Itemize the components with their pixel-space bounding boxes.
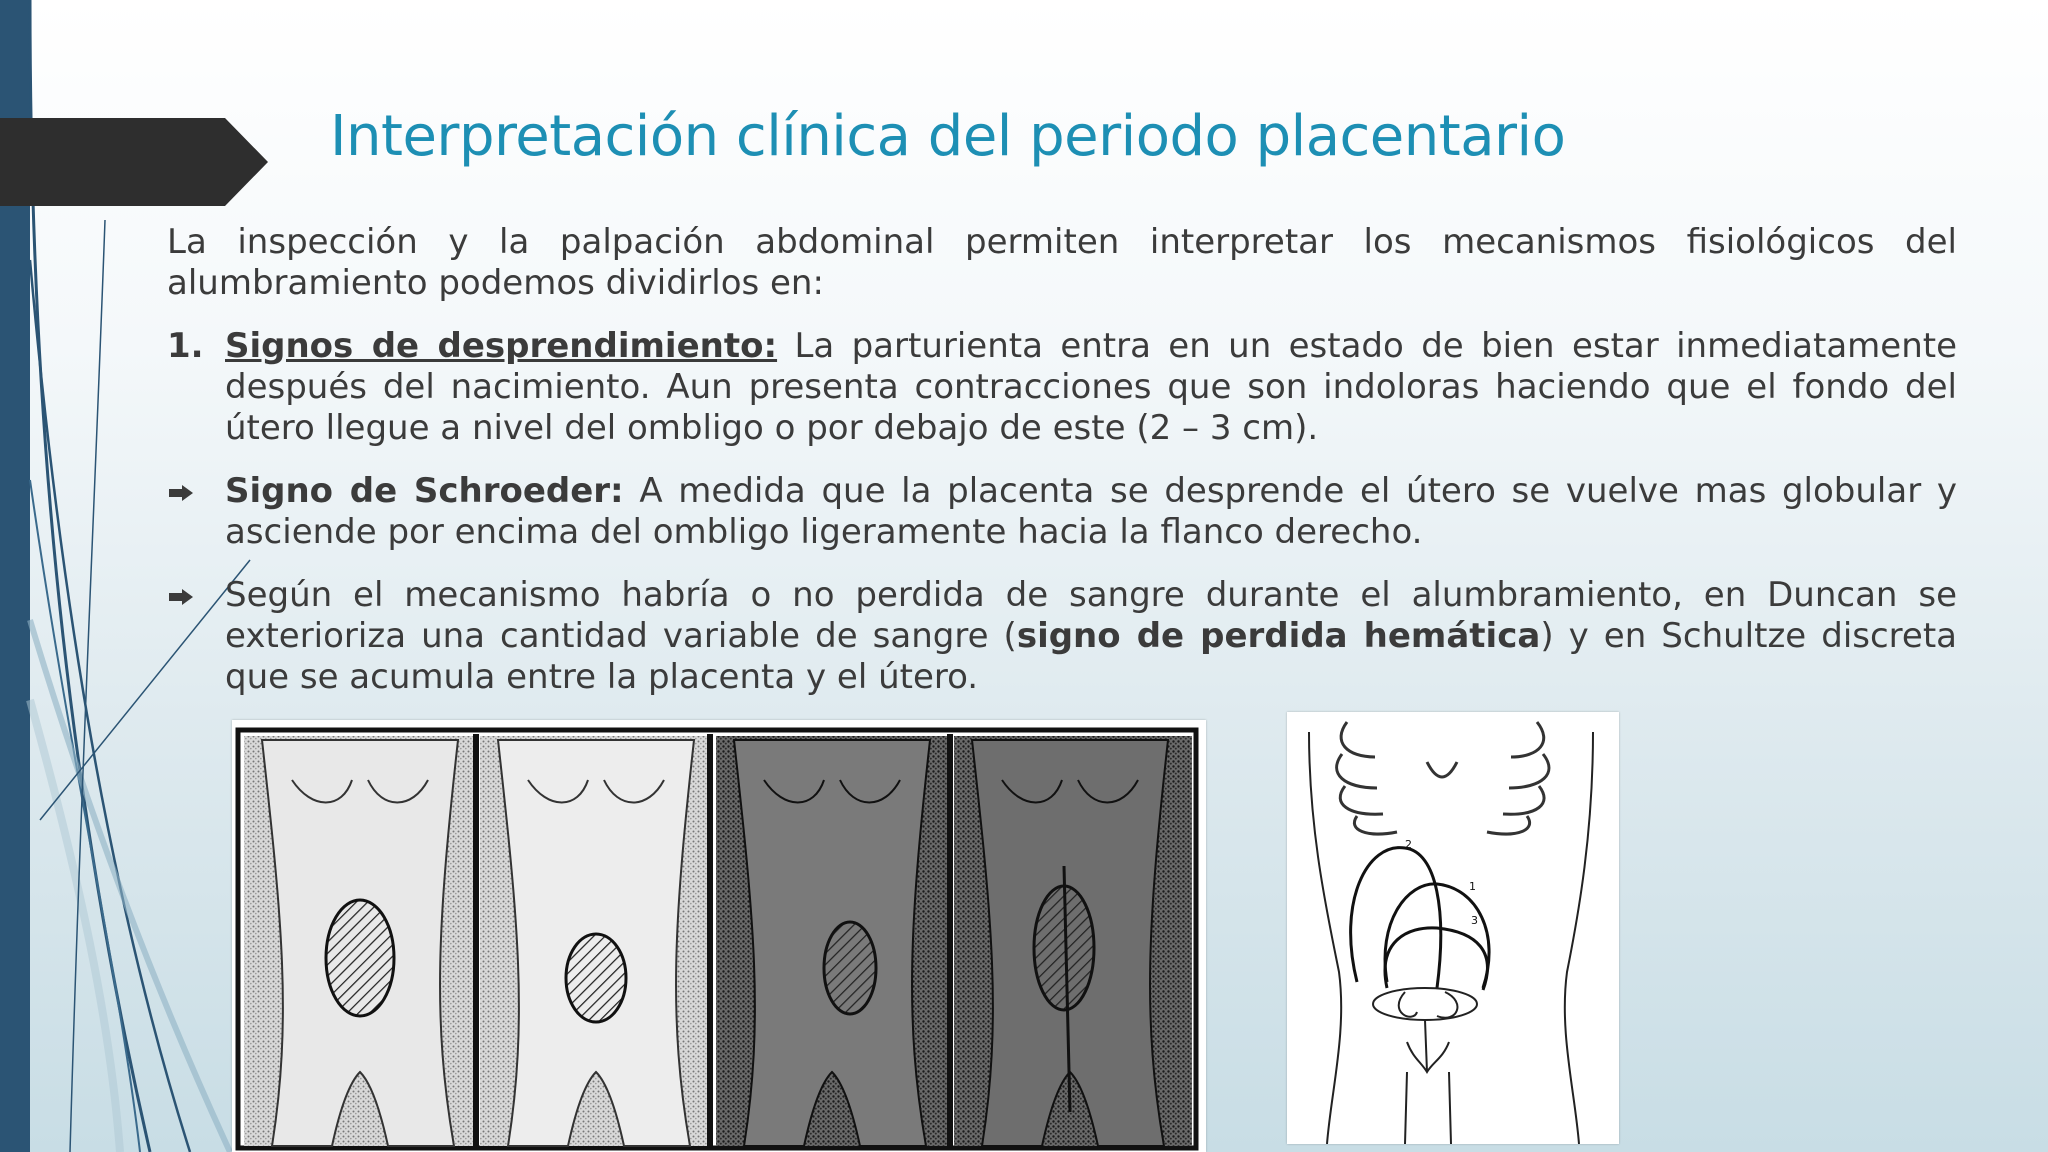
figure-uterus-sequence [232,720,1206,1152]
rib-cage-left [1337,722,1397,834]
bullet-bold-hematica: signo de perdida hemática [1016,616,1541,656]
intro-paragraph: La inspección y la palpación abdominal permiten interpretar los mecanismos fisiológicos del alumbramiento podemos dividirlos en: [167,222,1957,303]
rib-cage-right [1487,722,1549,834]
torso-panel-4 [954,736,1192,1146]
bullet-text-schroeder: A medida que la placenta se desprende el útero se vuelve mas globular y asciende por encima del ombligo ligeramente hacia la flanco derecho. [225,471,1957,552]
arrow-bullet-icon [169,589,193,605]
bullet-item-perdida [167,575,1957,698]
torso-panel-1 [244,734,476,1148]
item-text-signos: La parturienta entra en un estado de bien estar inmediatamente después del nacimiento. Aun presenta contracciones que son indoloras haciendo que el fondo del útero llegue a nivel del ombligo o por debajo de este (2 – 3 cm). [225,326,1958,448]
item-number: 1. [167,326,204,366]
illustration-four-torsos [232,720,1206,1152]
position-label-2: 2 [1405,838,1412,851]
bullet-text-after: ) y en Schultze discreta que se acumula entre la placenta y el útero. [225,616,1957,697]
arrow-bullet-icon [169,485,193,501]
title-tab-arrow [0,118,270,206]
item-heading-signos: Signos de desprendimiento: [225,326,778,366]
illustration-uterus-outline [1287,712,1619,1144]
torso-panel-2 [480,734,710,1148]
bullet-heading-schroeder: Signo de Schroeder: [225,471,624,511]
slide-body [167,222,1957,720]
bullet-item-schroeder [167,471,1957,553]
position-label-1: 1 [1469,880,1476,893]
numbered-item-signos [167,326,1957,449]
torso-panel-3 [716,734,950,1148]
figure-uterus-positions [1287,712,1619,1144]
slide-title: Interpretación clínica del periodo placentario [330,104,1566,169]
bullet-text-before: Según el mecanismo habría o no perdida de sangre durante el alumbramiento, en Duncan se exterioriza una cantidad variable de sangre ( [225,575,1957,656]
position-label-3: 3 [1471,914,1478,927]
